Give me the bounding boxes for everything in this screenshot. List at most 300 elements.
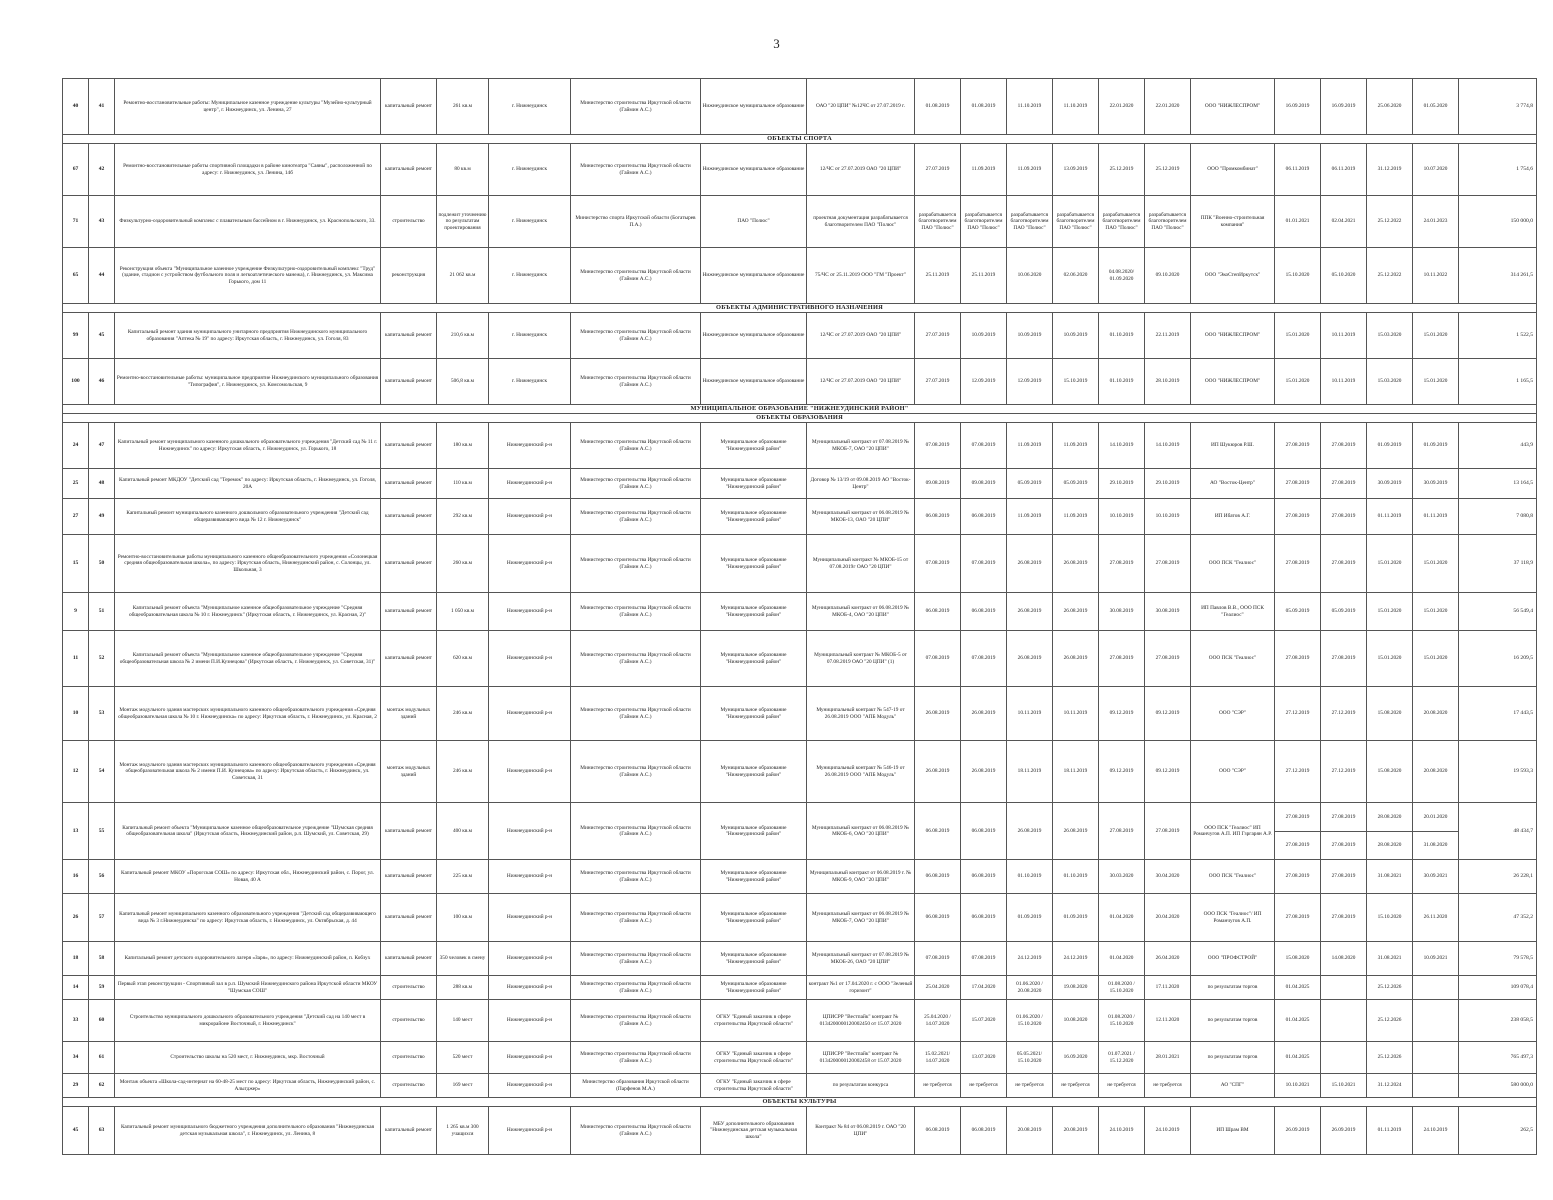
capacity-cell: 1 050 кв.м: [437, 593, 489, 631]
expertise-fact: разрабатывается благотворителем ПАО "Полюс": [1145, 196, 1191, 248]
reg-number: 34: [63, 1042, 89, 1074]
expertise-fact: 29.10.2019: [1145, 469, 1191, 499]
section-header-row: [63, 405, 1537, 414]
object-name-cell: Монтаж модульного здания мастерских муниципального казенного общеобразовательного учреждения «Средняя общеобразовательная школа № 2 имени П.И. Кузнецова» по адресу: Иркутская область, г. Нижнеудинск, ул. Советская, 31: [115, 741, 381, 803]
design-start-fact: 07.08.2019: [961, 942, 1007, 976]
customer-cell: Министерство строительства Иркутской области (Гаймин А.С.): [571, 803, 701, 860]
amount-cell: 262,5: [1459, 1107, 1537, 1155]
capacity-cell: 246 кв.м: [437, 687, 489, 741]
row-number: 59: [89, 976, 115, 1000]
construction-start-fact: 26.09.2019: [1321, 1107, 1367, 1155]
construction-start-plan: 27.08.2019: [1275, 631, 1321, 687]
work-type-cell: реконструкция: [381, 248, 437, 304]
design-end-fact: 26.08.2019: [1053, 535, 1099, 593]
design-start-plan: 06.08.2019: [915, 860, 961, 894]
recipient-cell: Нижнеудинское муниципальное образование: [701, 144, 807, 196]
expertise-fact: 14.10.2019: [1145, 423, 1191, 469]
construction-start-fact: 27.08.2019: [1321, 535, 1367, 593]
amount-cell: 79 578,5: [1459, 942, 1537, 976]
construction-start-plan: [1275, 803, 1321, 860]
construction-end-fact: 24.01.2023: [1413, 196, 1459, 248]
amount-cell: 580 000,0: [1459, 1074, 1537, 1098]
reg-number: 45: [63, 1107, 89, 1155]
construction-end-plan: 15.03.2020: [1367, 359, 1413, 405]
expertise-fact: 30.04.2020: [1145, 860, 1191, 894]
recipient-cell: ОГКУ "Единый заказчик в сфере строительства Иркутской области": [701, 1074, 807, 1098]
recipient-cell: Нижнеудинское муниципальное образование: [701, 313, 807, 359]
design-end-plan: 11.10.2019: [1007, 79, 1053, 135]
expertise-plan: 01.10.2019: [1099, 313, 1145, 359]
amount-cell: 150 000,0: [1459, 196, 1537, 248]
expertise-fact: не требуется: [1145, 1074, 1191, 1098]
location-cell: Нижнеудинский р-н: [489, 976, 571, 1000]
table-row: [63, 741, 1537, 803]
expertise-plan: 24.10.2019: [1099, 1107, 1145, 1155]
table-row: [63, 196, 1537, 248]
object-name-cell: Ремонтно-восстановительные работы: муниципальное предприятие Нижнеудинского муниципального образования "Типография", г. Нижнеудинск, ул. Комсомольская, 9: [115, 359, 381, 405]
row-number: 62: [89, 1074, 115, 1098]
table-row: [63, 687, 1537, 741]
location-cell: Нижнеудинский р-н: [489, 942, 571, 976]
recipient-cell: Муниципальное образование "Нижнеудинский район": [701, 469, 807, 499]
contractor-cell: ООО "ПРОФСТРОЙ": [1191, 942, 1275, 976]
reg-number: 16: [63, 860, 89, 894]
construction-start-plan-part: 27.08.2019: [1285, 813, 1310, 820]
contractor-cell: АО "Восток-Центр": [1191, 469, 1275, 499]
design-start-fact: 06.08.2019: [961, 860, 1007, 894]
expertise-fact: 24.10.2019: [1145, 1107, 1191, 1155]
recipient-cell: Нижнеудинское муниципальное образование: [701, 359, 807, 405]
work-type-cell: капитальный ремонт: [381, 942, 437, 976]
design-start-plan: 09.08.2019: [915, 469, 961, 499]
expertise-fact: 30.08.2019: [1145, 593, 1191, 631]
expertise-fact: 27.08.2019: [1145, 535, 1191, 593]
construction-end-fact: 15.01.2020: [1413, 631, 1459, 687]
design-end-plan: 18.11.2019: [1007, 741, 1053, 803]
expertise-fact: 09.12.2019: [1145, 741, 1191, 803]
construction-start-fact: 06.11.2019: [1321, 144, 1367, 196]
design-end-plan: 01.06.2020 / 15.10.2020: [1007, 1000, 1053, 1042]
amount-cell: 16 209,5: [1459, 631, 1537, 687]
construction-start-plan: 06.11.2019: [1275, 144, 1321, 196]
expertise-plan: не требуется: [1099, 1074, 1145, 1098]
construction-end-plan: 15.03.2020: [1367, 313, 1413, 359]
recipient-cell: Муниципальное образование "Нижнеудинский район": [701, 860, 807, 894]
customer-cell: Министерство строительства Иркутской области (Гаймин А.С.): [571, 593, 701, 631]
expertise-plan: 27.08.2019: [1099, 535, 1145, 593]
construction-start-fact: 27.08.2019: [1321, 860, 1367, 894]
recipient-cell: Нижнеудинское муниципальное образование: [701, 79, 807, 135]
construction-end-plan: 15.01.2020: [1367, 535, 1413, 593]
work-type-cell: капитальный ремонт: [381, 313, 437, 359]
design-contract-cell: 12/ЧС от 27.07.2019 ОАО "20 ЦПИ": [807, 359, 915, 405]
expertise-plan: 25.12.2019: [1099, 144, 1145, 196]
capacity-cell: 400 кв.м: [437, 803, 489, 860]
design-end-fact: 20.08.2019: [1053, 1107, 1099, 1155]
design-end-fact: 16.09.2020: [1053, 1042, 1099, 1074]
design-start-plan: 07.08.2019: [915, 631, 961, 687]
recipient-cell: МБУ дополнительного образования "Нижнеудинская детская музыкальная школа": [701, 1107, 807, 1155]
design-contract-cell: Муниципальный контракт от 07.08.2019 № МКОБ-26, ОАО "20 ЦПИ": [807, 942, 915, 976]
reg-number: 10: [63, 687, 89, 741]
reg-number: 99: [63, 313, 89, 359]
design-start-plan: 07.08.2019: [915, 423, 961, 469]
construction-end-plan: 15.01.2020: [1367, 631, 1413, 687]
design-contract-cell: контракт №1 от 17.04.2020 г. с ООО "Зеленый горизонт": [807, 976, 915, 1000]
construction-end-plan: 15.10.2020: [1367, 894, 1413, 942]
construction-start-fact: 27.08.2019: [1321, 469, 1367, 499]
expertise-plan: 01.04.2020: [1099, 942, 1145, 976]
contractor-cell: по результатам торгов: [1191, 1000, 1275, 1042]
table-row: [63, 593, 1537, 631]
work-type-cell: капитальный ремонт: [381, 860, 437, 894]
design-start-fact: 09.08.2019: [961, 469, 1007, 499]
expertise-fact: 25.12.2019: [1145, 144, 1191, 196]
design-end-fact: 26.08.2019: [1053, 593, 1099, 631]
design-contract-cell: Муниципальный контракт от 06.08.2019 г. № МКОБ-9, ОАО "20 ЦПИ": [807, 860, 915, 894]
object-name-cell: Капитальный ремонт МКДОУ "Детский сад "Теремок" по адресу: Иркутская область, г. Нижнеудинск, ул. Гоголя, 20А: [115, 469, 381, 499]
reg-number: 27: [63, 499, 89, 535]
contractor-cell: ООО "Промкомбинат": [1191, 144, 1275, 196]
location-cell: Нижнеудинский р-н: [489, 535, 571, 593]
construction-start-plan: 15.10.2020: [1275, 248, 1321, 304]
location-cell: Нижнеудинский р-н: [489, 631, 571, 687]
design-start-plan: 26.08.2019: [915, 687, 961, 741]
section-title: ОБЪЕКТЫ ОБРАЗОВАНИЯ: [63, 414, 1537, 423]
design-end-plan: 05.05.2021/ 15.10.2020: [1007, 1042, 1053, 1074]
construction-start-plan: 16.09.2019: [1275, 79, 1321, 135]
expertise-fact: 22.11.2019: [1145, 313, 1191, 359]
reg-number: 13: [63, 803, 89, 860]
table-row: [63, 499, 1537, 535]
expertise-plan: 27.08.2019: [1099, 631, 1145, 687]
design-end-fact: 26.08.2019: [1053, 631, 1099, 687]
customer-cell: Министерство строительства Иркутской области (Гаймин А.С.): [571, 894, 701, 942]
construction-start-plan: 27.08.2019: [1275, 535, 1321, 593]
design-contract-cell: Муниципальный контракт от 06.08.2019 № МКОБ-7, ОАО "20 ЦПИ": [807, 894, 915, 942]
work-type-cell: строительство: [381, 1042, 437, 1074]
row-number: 60: [89, 1000, 115, 1042]
design-end-fact: 19.08.2020: [1053, 976, 1099, 1000]
design-start-fact: 26.08.2019: [961, 687, 1007, 741]
expertise-fact: 17.11.2020: [1145, 976, 1191, 1000]
row-number: 52: [89, 631, 115, 687]
object-name-cell: Капитальный ремонт муниципального казенного дошкольного образовательного учреждения "Детский сад общеразвивающего вида № 12 г. Нижнеудинск": [115, 499, 381, 535]
construction-end-plan: 25.12.2022: [1367, 248, 1413, 304]
object-name-cell: Строительство муниципального дошкольного образовательного учреждения "Детский сад на 140 мест в микрорайоне Восточный, г. Нижнеудинск": [115, 1000, 381, 1042]
capacity-cell: 261 кв.м: [437, 79, 489, 135]
recipient-cell: Муниципальное образование "Нижнеудинский район": [701, 942, 807, 976]
construction-end-plan: 25.06.2020: [1367, 79, 1413, 135]
expertise-fact: 28.10.2019: [1145, 359, 1191, 405]
work-type-cell: капитальный ремонт: [381, 144, 437, 196]
object-name-cell: Строительство школы на 520 мест, г. Нижнеудинск, мкр. Восточный: [115, 1042, 381, 1074]
capacity-cell: 80 кв.м: [437, 144, 489, 196]
recipient-cell: ОГКУ "Единый заказчик в сфере строительства Иркутской области": [701, 1042, 807, 1074]
reg-number: 12: [63, 741, 89, 803]
row-number: 48: [89, 469, 115, 499]
row-number: 43: [89, 196, 115, 248]
construction-end-fact: [1413, 1000, 1459, 1042]
construction-start-fact: 14.08.2020: [1321, 942, 1367, 976]
construction-start-plan: 01.04.2025: [1275, 1000, 1321, 1042]
construction-start-plan: 10.10.2021: [1275, 1074, 1321, 1098]
row-number: 49: [89, 499, 115, 535]
expertise-plan: 10.10.2019: [1099, 499, 1145, 535]
contractor-cell: ООО ПСК "Геалиос" ИП Романчугов А.П. ИП Гзргарян А.Р.: [1191, 803, 1275, 860]
construction-start-fact: 27.12.2019: [1321, 741, 1367, 803]
row-number: 45: [89, 313, 115, 359]
object-name-cell: Монтаж объекта «Школа-сад-интернат на 60-48-25 мест по адресу: Иркутская область, Нижнеудинский район, с. Алыгджер»: [115, 1074, 381, 1098]
section-title: ОБЪЕКТЫ АДМИНИСТРАТИВНОГО НАЗНАЧЕНИЯ: [63, 304, 1537, 313]
section-title: ОБЪЕКТЫ КУЛЬТУРЫ: [63, 1098, 1537, 1107]
expertise-plan: 09.12.2019: [1099, 741, 1145, 803]
capacity-cell: 169 мест: [437, 1074, 489, 1098]
object-name-cell: Капитальный ремонт детского оздоровительного лагеря «Заря», по адресу: Нижнеудинский район, п. Кобзух: [115, 942, 381, 976]
section-header-row: [63, 1098, 1537, 1107]
contractor-cell: ООО ПСК "Геалиос": [1191, 535, 1275, 593]
amount-cell: 13 164,5: [1459, 469, 1537, 499]
recipient-cell: Муниципальное образование "Нижнеудинский район": [701, 741, 807, 803]
design-start-fact: 17.04.2020: [961, 976, 1007, 1000]
construction-start-plan: 05.09.2019: [1275, 593, 1321, 631]
reg-number: 11: [63, 631, 89, 687]
design-start-fact: 07.08.2019: [961, 423, 1007, 469]
contractor-cell: ООО "СЭР": [1191, 687, 1275, 741]
table-row: [63, 631, 1537, 687]
table-row: [63, 976, 1537, 1000]
reg-number: 71: [63, 196, 89, 248]
recipient-cell: ОГКУ "Единый заказчик в сфере строительства Иркутской области": [701, 1000, 807, 1042]
customer-cell: Министерство строительства Иркутской области (Гаймин А.С.): [571, 144, 701, 196]
design-end-plan: 10.06.2020: [1007, 248, 1053, 304]
table-row: [63, 1000, 1537, 1042]
construction-start-plan: 27.08.2019: [1275, 423, 1321, 469]
expertise-fact: 28.01.2021: [1145, 1042, 1191, 1074]
object-name-cell: Капитальный ремонт объекта "Муниципальное казенное общеобразовательное учреждение "Средняя общеобразовательная школа № 10 г. Нижнеудинск" (Иркутская область, г. Нижнеудинск, ул. Красная, 2)": [115, 593, 381, 631]
capacity-cell: 1 265 кв.м 300 учащихся: [437, 1107, 489, 1155]
row-number: 42: [89, 144, 115, 196]
expertise-fact: 27.08.2019: [1145, 631, 1191, 687]
capacity-cell: 225 кв.м: [437, 860, 489, 894]
location-cell: г. Нижнеудинск: [489, 144, 571, 196]
work-type-cell: капитальный ремонт: [381, 631, 437, 687]
construction-end-fact: 24.10.2019: [1413, 1107, 1459, 1155]
expertise-plan: 01.08.2020 / 15.10.2020: [1099, 1000, 1145, 1042]
amount-cell: 765 497,3: [1459, 1042, 1537, 1074]
customer-cell: Министерство строительства Иркутской области (Гаймин А.С.): [571, 359, 701, 405]
reg-number: 40: [63, 79, 89, 135]
location-cell: Нижнеудинский р-н: [489, 860, 571, 894]
table-row: [63, 359, 1537, 405]
customer-cell: Министерство строительства Иркутской области (Гаймин А.С.): [571, 248, 701, 304]
row-number: 56: [89, 860, 115, 894]
design-end-plan: 11.09.2019: [1007, 423, 1053, 469]
construction-end-fact: 20.08.2020: [1413, 741, 1459, 803]
expertise-fact: 20.04.2020: [1145, 894, 1191, 942]
expertise-plan: 27.08.2019: [1099, 803, 1145, 860]
construction-start-plan: 27.08.2019: [1275, 499, 1321, 535]
construction-end-plan: 31.08.2021: [1367, 942, 1413, 976]
report-table-container: [62, 78, 1533, 1155]
design-end-plan: 11.09.2019: [1007, 499, 1053, 535]
construction-end-fact: 01.09.2019: [1413, 423, 1459, 469]
table-row: [63, 1107, 1537, 1155]
design-start-plan: 07.08.2019: [915, 535, 961, 593]
amount-cell: 19 593,3: [1459, 741, 1537, 803]
row-number: 58: [89, 942, 115, 976]
construction-start-plan: 01.01.2021: [1275, 196, 1321, 248]
location-cell: г. Нижнеудинск: [489, 248, 571, 304]
design-start-fact: разрабатывается благотворителем ПАО "Полюс": [961, 196, 1007, 248]
object-name-cell: Капитальный ремонт МКОУ «Порогская СОШ» по адресу: Иркутская обл., Нижнеудинский район, с. Порог, ул. Новая, 40 А: [115, 860, 381, 894]
customer-cell: Министерство строительства Иркутской области (Гаймин А.С.): [571, 423, 701, 469]
work-type-cell: капитальный ремонт: [381, 535, 437, 593]
design-contract-cell: Муниципальный контракт от 07.08.2019 № МКОБ-7, ОАО "20 ЦПИ": [807, 423, 915, 469]
amount-cell: 47 352,2: [1459, 894, 1537, 942]
design-end-fact: 18.11.2019: [1053, 741, 1099, 803]
construction-end-plan: 01.11.2019: [1367, 499, 1413, 535]
table-row: [63, 860, 1537, 894]
construction-end-plan: 30.09.2019: [1367, 469, 1413, 499]
design-contract-cell: Муниципальный контракт от 06.08.2019 № МКОБ-13, ОАО "20 ЦПИ": [807, 499, 915, 535]
expertise-plan: 01.07.2021 / 15.12.2020: [1099, 1042, 1145, 1074]
design-end-fact: 10.08.2020: [1053, 1000, 1099, 1042]
customer-cell: Министерство строительства Иркутской области (Гаймин А.С.): [571, 976, 701, 1000]
construction-start-plan: 01.04.2025: [1275, 1042, 1321, 1074]
contractor-cell: ИП Ибатов А.Г.: [1191, 499, 1275, 535]
recipient-cell: Муниципальное образование "Нижнеудинский район": [701, 976, 807, 1000]
construction-start-fact: [1321, 1000, 1367, 1042]
expertise-plan: разрабатывается благотворителем ПАО "Полюс": [1099, 196, 1145, 248]
design-start-fact: 06.08.2019: [961, 593, 1007, 631]
design-end-fact: 10.11.2019: [1053, 687, 1099, 741]
work-type-cell: строительство: [381, 1074, 437, 1098]
expertise-fact: 09.12.2019: [1145, 687, 1191, 741]
location-cell: г. Нижнеудинск: [489, 79, 571, 135]
capacity-cell: 350 человек в смену: [437, 942, 489, 976]
table-row: [63, 894, 1537, 942]
construction-end-plan: 15.01.2020: [1367, 593, 1413, 631]
location-cell: Нижнеудинский р-н: [489, 1107, 571, 1155]
work-type-cell: капитальный ремонт: [381, 423, 437, 469]
row-number: 41: [89, 79, 115, 135]
construction-end-fact: 15.01.2020: [1413, 535, 1459, 593]
design-contract-cell: Муниципальный контракт от 06.08.2019 № МКОБ-6, ОАО "20 ЦПИ": [807, 803, 915, 860]
design-end-fact: 02.06.2020: [1053, 248, 1099, 304]
design-contract-cell: Контракт № 84 от 06.08.2019 г. ОАО "20 ЦПИ": [807, 1107, 915, 1155]
design-start-fact: 11.09.2019: [961, 144, 1007, 196]
reg-number: 33: [63, 1000, 89, 1042]
work-type-cell: капитальный ремонт: [381, 499, 437, 535]
row-number: 61: [89, 1042, 115, 1074]
location-cell: Нижнеудинский р-н: [489, 469, 571, 499]
row-number: 53: [89, 687, 115, 741]
design-end-fact: 24.12.2019: [1053, 942, 1099, 976]
object-name-cell: Ремонтно-восстановительные работы спортивной площадки в районе кинотеатра "Саяны", расположенной по адресу: г. Нижнеудинск, ул. Ленина, 14б: [115, 144, 381, 196]
expertise-fact: 22.01.2020: [1145, 79, 1191, 135]
location-cell: Нижнеудинский р-н: [489, 687, 571, 741]
construction-end-fact: 01.05.2020: [1413, 79, 1459, 135]
amount-cell: 17 443,5: [1459, 687, 1537, 741]
reg-number: 9: [63, 593, 89, 631]
design-start-fact: 25.11.2019: [961, 248, 1007, 304]
construction-start-fact-part: 27.08.2019: [1321, 831, 1366, 860]
construction-start-plan: 27.12.2019: [1275, 741, 1321, 803]
reg-number: 65: [63, 248, 89, 304]
amount-cell: 7 080,8: [1459, 499, 1537, 535]
construction-end-plan: 31.08.2021: [1367, 860, 1413, 894]
construction-start-plan: 27.08.2019: [1275, 894, 1321, 942]
construction-start-plan: 27.12.2019: [1275, 687, 1321, 741]
work-type-cell: монтаж модульных зданий: [381, 687, 437, 741]
design-start-fact: 06.08.2019: [961, 1107, 1007, 1155]
location-cell: Нижнеудинский р-н: [489, 1042, 571, 1074]
construction-start-plan: 15.01.2020: [1275, 359, 1321, 405]
recipient-cell: Нижнеудинское муниципальное образование: [701, 248, 807, 304]
construction-end-plan: 01.11.2019: [1367, 1107, 1413, 1155]
expertise-plan: 04.08.2020/ 01.09.2020: [1099, 248, 1145, 304]
design-start-plan: 01.08.2019: [915, 79, 961, 135]
work-type-cell: капитальный ремонт: [381, 359, 437, 405]
recipient-cell: Муниципальное образование "Нижнеудинский район": [701, 894, 807, 942]
section-header-row: [63, 414, 1537, 423]
construction-end-fact-part: 20.01.2020: [1423, 813, 1448, 820]
location-cell: Нижнеудинский р-н: [489, 1000, 571, 1042]
recipient-cell: Муниципальное образование "Нижнеудинский район": [701, 593, 807, 631]
construction-end-fact: 30.09.2019: [1413, 469, 1459, 499]
amount-cell: 48 434,7: [1459, 803, 1537, 860]
capacity-cell: подлежит уточнению по результатам проектирования: [437, 196, 489, 248]
amount-cell: 109 078,4: [1459, 976, 1537, 1000]
design-start-plan: 06.08.2019: [915, 894, 961, 942]
construction-end-plan: 25.12.2022: [1367, 196, 1413, 248]
design-start-plan: 07.08.2019: [915, 942, 961, 976]
construction-end-plan: 25.12.2026: [1367, 1042, 1413, 1074]
expertise-fact: 12.11.2020: [1145, 1000, 1191, 1042]
construction-start-fact: 10.11.2019: [1321, 313, 1367, 359]
customer-cell: Министерство образования Иркутской области (Парфенов М.А.): [571, 1074, 701, 1098]
construction-start-plan: 01.04.2025: [1275, 976, 1321, 1000]
work-type-cell: капитальный ремонт: [381, 894, 437, 942]
construction-end-fact: [1413, 1074, 1459, 1098]
customer-cell: Министерство строительства Иркутской области (Гаймин А.С.): [571, 741, 701, 803]
table-row: [63, 803, 1537, 860]
design-end-plan: 26.08.2019: [1007, 631, 1053, 687]
expertise-plan: 01.08.2020 / 15.10.2020: [1099, 976, 1145, 1000]
construction-start-fact: 02.04.2021: [1321, 196, 1367, 248]
construction-start-fact: 10.11.2019: [1321, 359, 1367, 405]
design-start-fact: 06.08.2019: [961, 894, 1007, 942]
table-row: [63, 248, 1537, 304]
location-cell: Нижнеудинский р-н: [489, 499, 571, 535]
section-title: МУНИЦИПАЛЬНОЕ ОБРАЗОВАНИЕ "НИЖНЕУДИНСКИЙ РАЙОН": [63, 405, 1537, 414]
object-name-cell: Первый этап реконструкции - Спортивный зал в р.п. Шумский Нижнеудинского района Иркутской области МКОУ "Шумская СОШ": [115, 976, 381, 1000]
design-contract-cell: Муниципальный контракт № МКОБ-5 от 07.08.2019 ОАО "20 ЦПИ" (1): [807, 631, 915, 687]
design-end-plan: 01.06.2020 / 20.08.2020: [1007, 976, 1053, 1000]
section-title: ОБЪЕКТЫ СПОРТА: [63, 135, 1537, 144]
capacity-cell: 288 кв.м: [437, 976, 489, 1000]
object-name-cell: Капитальный ремонт муниципального казенного образовательного учреждения "Детский сад общеразвивающего вида № 3 г.Нижнеудинска" по адресу: Иркутская область, г. Нижнеудинск, ул. Октябрьская, д. 44: [115, 894, 381, 942]
object-name-cell: Физкультурно-оздоровительный комплекс с плавательным бассейном в г. Нижнеудинск, ул. Краснопольского, 33.: [115, 196, 381, 248]
amount-cell: 1 754,6: [1459, 144, 1537, 196]
design-end-plan: 20.08.2019: [1007, 1107, 1053, 1155]
reg-number: 18: [63, 942, 89, 976]
expertise-plan: 14.10.2019: [1099, 423, 1145, 469]
contractor-cell: ППК "Военно-строительная компания": [1191, 196, 1275, 248]
capacity-cell: 292 кв.м: [437, 499, 489, 535]
design-end-plan: 26.08.2019: [1007, 803, 1053, 860]
